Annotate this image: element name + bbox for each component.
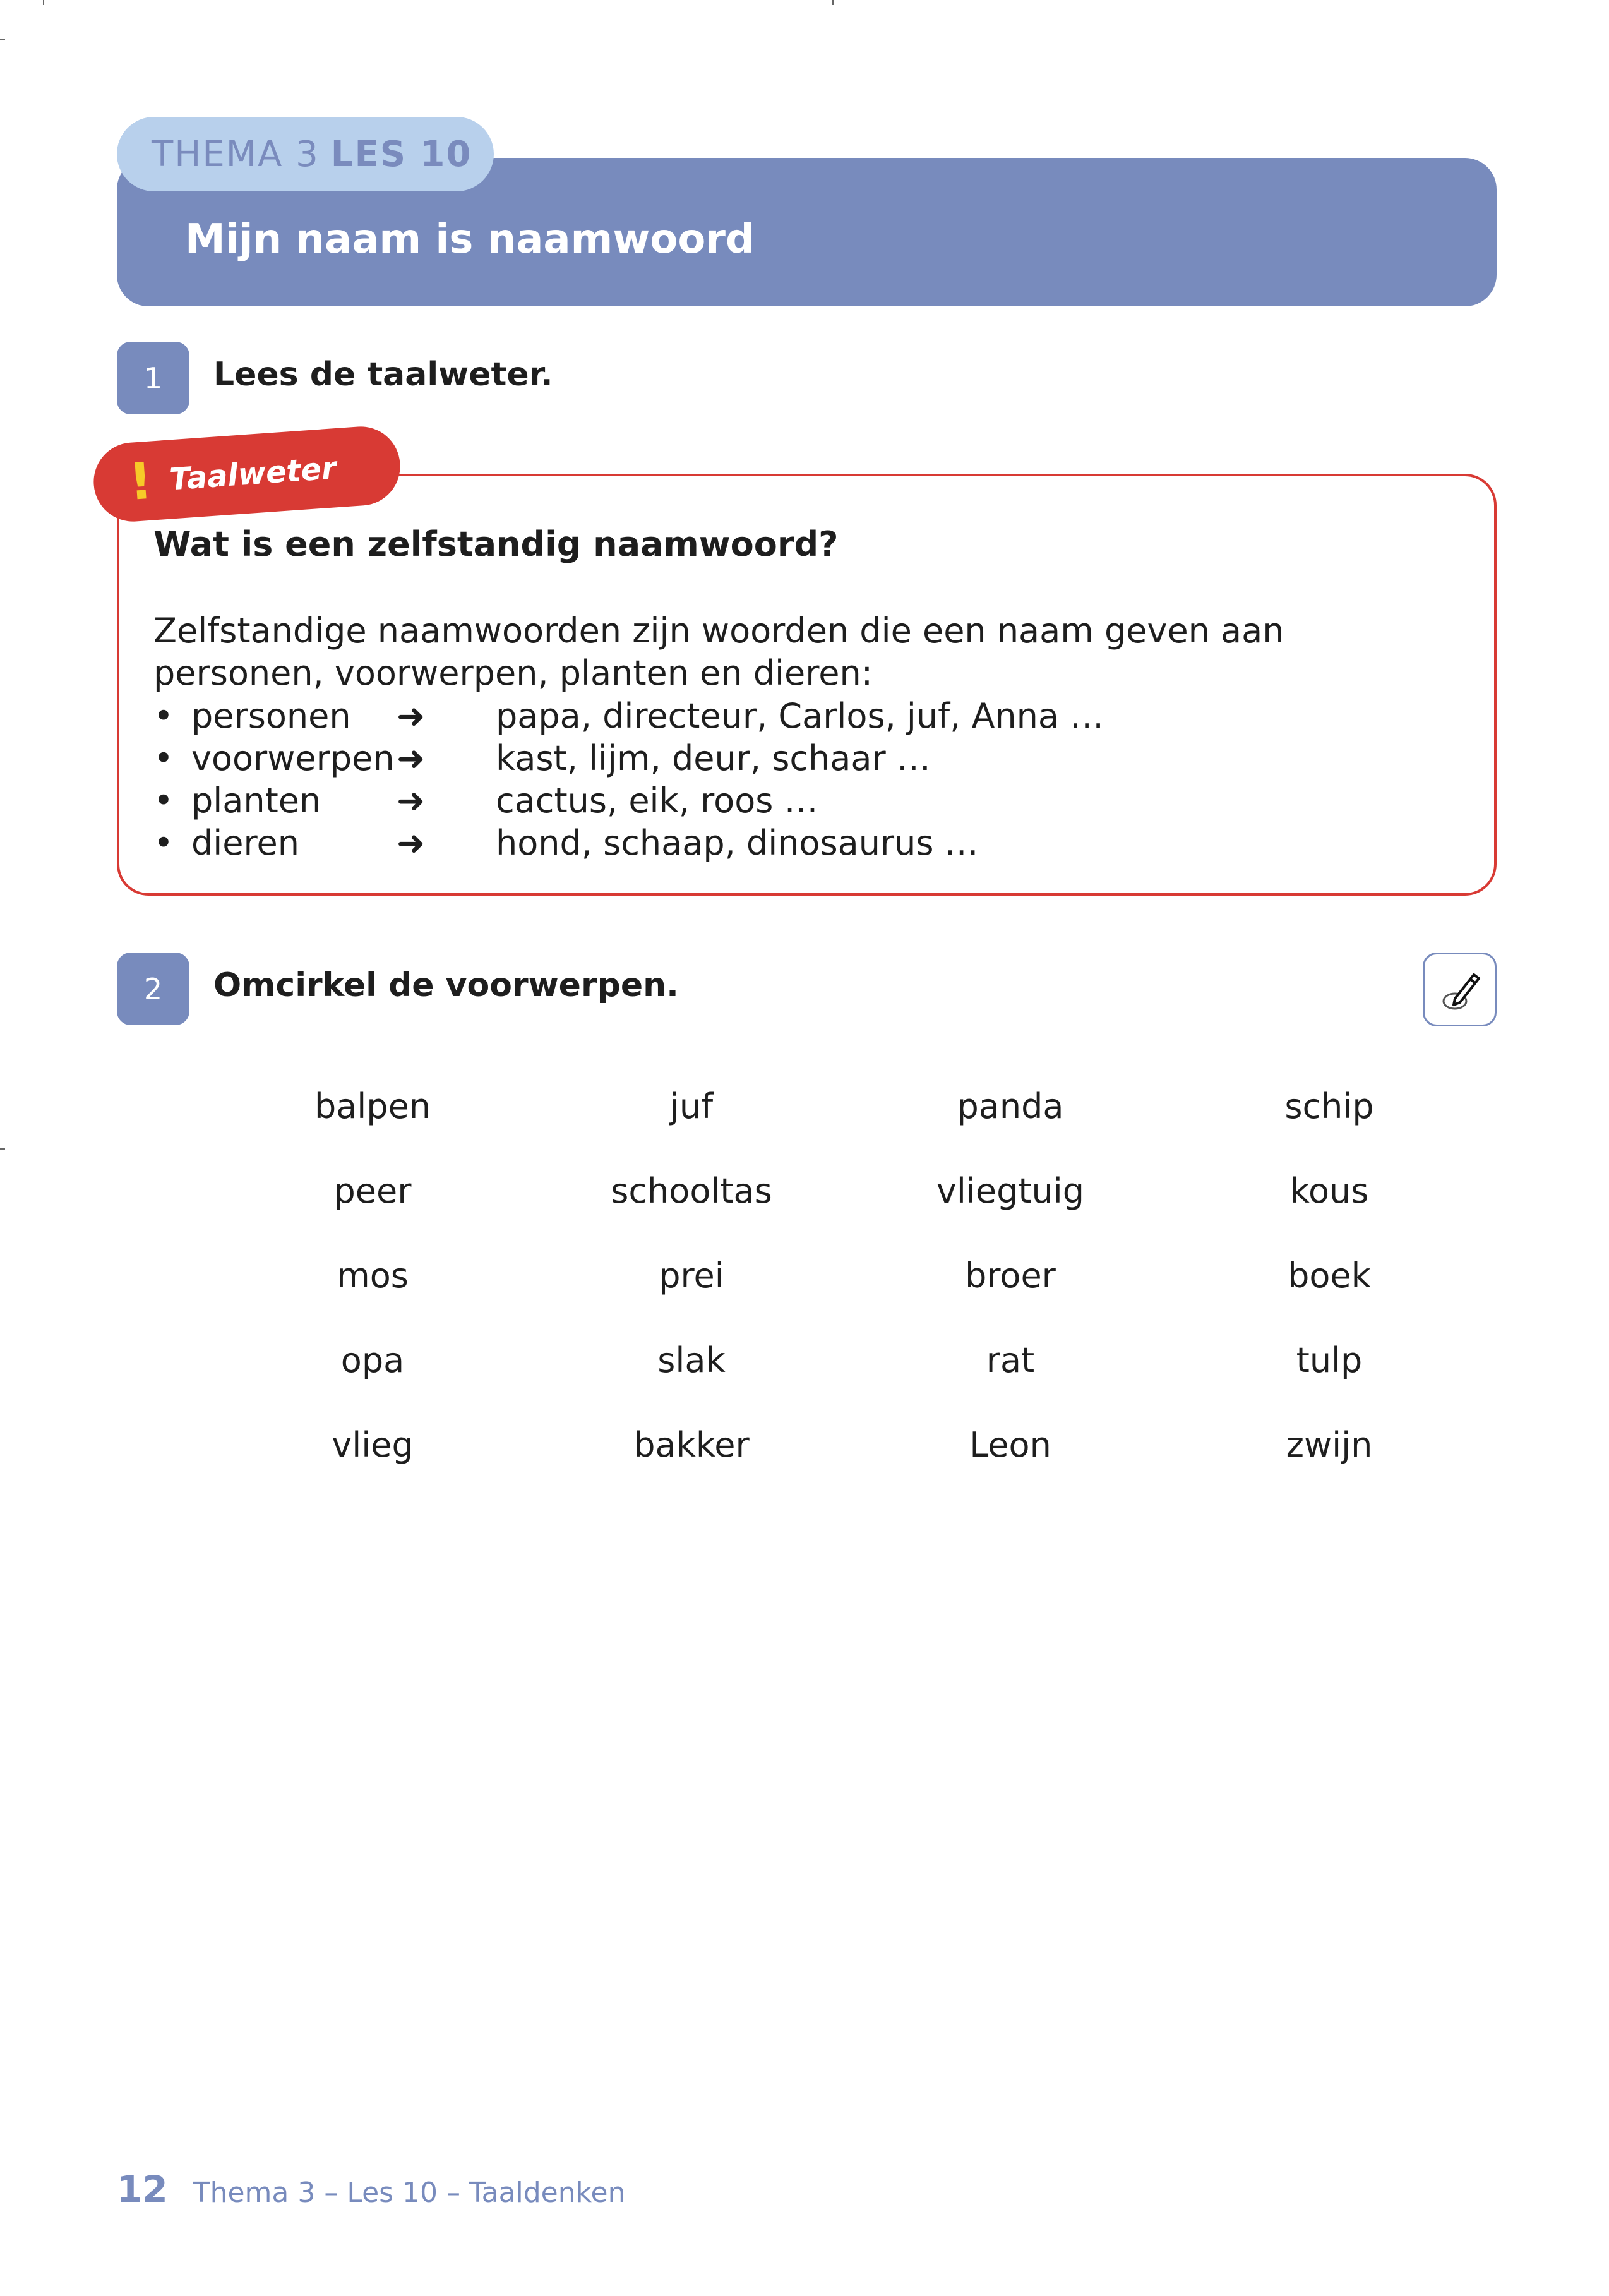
word-option[interactable]: schooltas [611,1171,772,1211]
crop-mark [832,0,834,5]
crop-mark [0,39,5,40]
exercise-number-1: 1 [117,342,189,414]
word-option[interactable]: prei [659,1256,724,1295]
category-examples: cactus, eik, roos … [496,781,818,820]
bullet-icon: • [153,781,174,820]
exercise-instruction-2: Omcirkel de voorwerpen. [213,966,679,1004]
page-number: 12 [117,2168,168,2211]
page-title: Mijn naam is naamwoord [185,216,755,263]
word-option[interactable]: vliegtuig [936,1171,1085,1211]
category-label: personen [191,696,351,736]
word-option[interactable]: zwijn [1286,1425,1373,1465]
category-label: planten [191,781,321,820]
bullet-icon: • [153,823,174,863]
arrow-right-icon: ➜ [397,823,426,863]
crop-mark [0,1148,5,1150]
taalweter-heading: Wat is een zelfstandig naamwoord? [153,524,839,564]
category-examples: hond, schaap, dinosaurus … [496,823,979,863]
word-option[interactable]: kous [1289,1171,1369,1211]
word-option[interactable]: tulp [1296,1340,1363,1380]
word-option[interactable]: bakker [633,1425,750,1465]
exclamation-icon: ! [127,451,155,512]
bullet-icon: • [153,696,174,736]
word-option[interactable]: mos [337,1256,409,1295]
crop-mark [43,0,44,5]
pencil-circle-icon [1423,953,1497,1026]
category-examples: papa, directeur, Carlos, juf, Anna … [496,696,1104,736]
category-label: dieren [191,823,299,863]
category-label: voorwerpen [191,738,395,778]
word-option[interactable]: peer [333,1171,412,1211]
word-option[interactable]: slak [657,1340,726,1380]
taalweter-label: Taalweter [168,450,338,497]
word-option[interactable]: panda [957,1086,1064,1126]
pencil-icon [1435,965,1485,1015]
page-footer [117,2168,626,2211]
arrow-right-icon: ➜ [397,781,426,820]
word-option[interactable]: boek [1288,1256,1371,1295]
word-option[interactable]: vlieg [332,1425,414,1465]
bullet-icon: • [153,738,174,778]
taalweter-intro: Zelfstandige naamwoorden zijn woorden die een naam geven aan personen, voorwerpen, planten en dieren: [153,611,1284,693]
word-option[interactable]: juf [669,1086,714,1126]
theme-label: THEMA 3 [152,133,320,175]
arrow-right-icon: ➜ [397,696,426,736]
word-option[interactable]: balpen [314,1086,431,1126]
word-option[interactable]: broer [965,1256,1056,1295]
word-option[interactable]: opa [340,1340,405,1380]
exercise-number-2: 2 [117,953,189,1025]
word-option[interactable]: rat [986,1340,1035,1380]
theme-lesson-tab [117,117,494,191]
word-option[interactable]: Leon [969,1425,1051,1465]
word-option[interactable]: schip [1284,1086,1374,1126]
exercise-instruction-1: Lees de taalweter. [213,356,553,394]
footer-text: Thema 3 – Les 10 – Taaldenken [193,2177,626,2209]
lesson-label: LES 10 [330,133,472,175]
arrow-right-icon: ➜ [397,738,426,778]
category-examples: kast, lijm, deur, schaar … [496,738,931,778]
